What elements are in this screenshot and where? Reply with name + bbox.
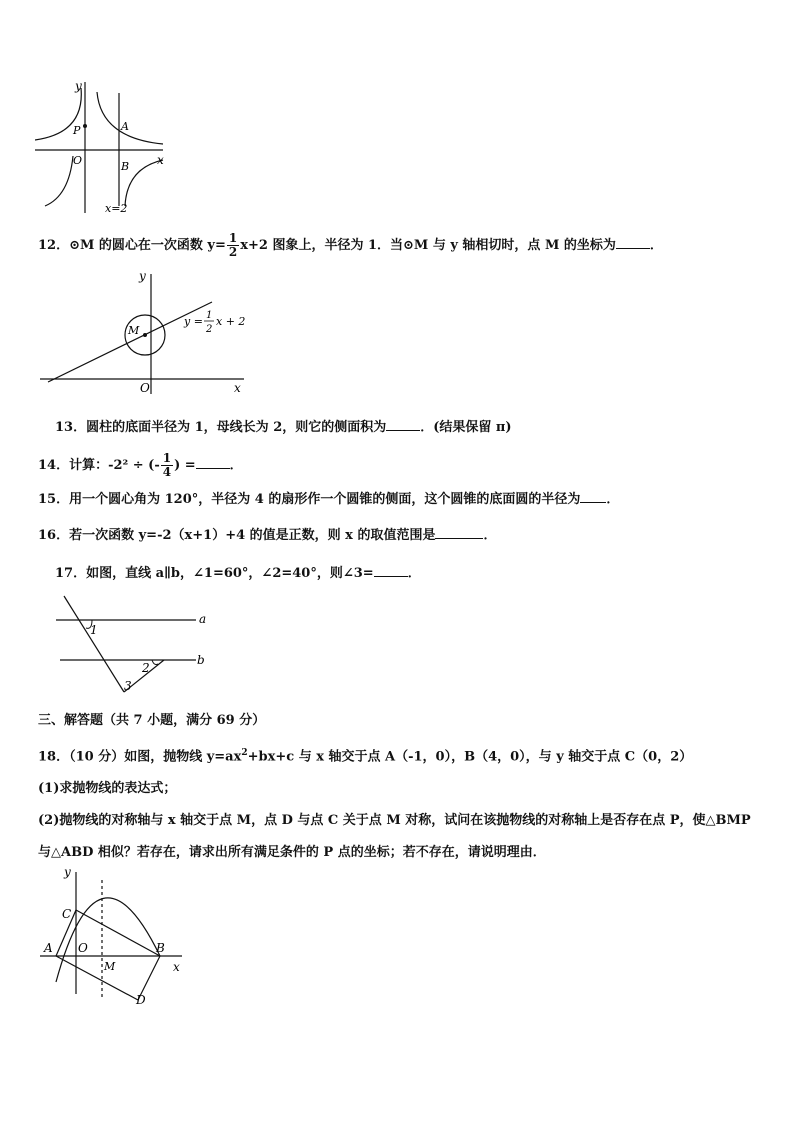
question-15: 15．用一个圆心角为 120°，半径为 4 的扇形作一个圆锥的侧面，这个圆锥的底面圆的半径为 ． [38, 488, 619, 509]
q14-post: ) = [174, 458, 196, 473]
fig18-label-y: y [64, 865, 71, 879]
question-18-stem: 18．（10 分）如图，抛物线 $y=ax^2+bx+c$ 与 x 轴交于点 A（-1，0），B（4，0），与 y 轴交于点 C（0，2） [38, 748, 693, 765]
fig12-label-o: O [140, 381, 150, 395]
q13-tail: ．(结果保留 π) [420, 420, 512, 435]
q14-answer-blank[interactable] [196, 454, 230, 469]
figure-11-hyperbola [35, 78, 175, 218]
fig17-label-3: 3 [124, 679, 132, 693]
q17-answer-blank[interactable] [374, 562, 408, 577]
fig18-label-x: x [173, 960, 180, 974]
fig11-label-b: B [121, 160, 130, 173]
question-17: 17．如图，直线 a∥b，∠1=60°，∠2=40°，则∠3= ． [55, 562, 421, 583]
figure-12-circle-and-line [36, 270, 251, 398]
fig18-label-b: B [156, 941, 165, 955]
fig11-label-a: A [121, 120, 129, 133]
question-18-part-2a: (2)抛物线的对称轴与 x 轴交于点 M，点 D 与点 C 关于点 M 对称，试问在该抛物线的对称轴上是否存在点 P，使△BMP [38, 813, 751, 828]
fig17-label-1: 1 [90, 623, 98, 637]
fig12-label-y: y [139, 270, 146, 283]
q17-text: 17．如图，直线 a∥b，∠1=60°，∠2=40°，则∠3= [55, 566, 374, 581]
fig11-label-o: O [73, 154, 83, 167]
fig11-label-y: y [75, 79, 82, 93]
question-14: 14．计算：-2² ÷ (- $\frac{1}{4}$ ) = ． [38, 451, 243, 479]
fig12-eq-post: x + 2 [216, 315, 246, 328]
q16-text: 16．若一次函数 y=-2（x+1）+4 的值是正数，则 x 的取值范围是 [38, 528, 436, 543]
question-12: 12．⊙M 的圆心在一次函数 y= $\frac{1}{2}$ x+2 图象上，半径为 1．当⊙M 与 y 轴相切时，点 M 的坐标为 ． [38, 231, 663, 259]
q15-text: 15．用一个圆心角为 120°，半径为 4 的扇形作一个圆锥的侧面，这个圆锥的底面圆的半径为 [38, 492, 581, 507]
q14-fraction: $\frac{1}{4}$ [162, 451, 172, 479]
question-13 [55, 416, 512, 437]
q12-answer-blank[interactable] [616, 234, 650, 249]
fig18-label-d: D [136, 993, 146, 1006]
fig11-label-x: x [157, 153, 164, 167]
section-3-heading: 三、解答题（共 7 小题，满分 69 分） [38, 713, 266, 728]
fig18-label-m: M [104, 960, 116, 973]
q14-pre: 14．计算：-2² ÷ (- [38, 458, 160, 473]
q13-answer-blank[interactable] [386, 416, 420, 431]
q16-answer-blank[interactable] [435, 524, 483, 539]
fig17-label-2: 2 [142, 661, 150, 675]
question-18-part-2b: 与△ABD 相似？若存在，请求出所有满足条件的 P 点的坐标；若不存在，请说明理由． [38, 845, 546, 860]
question-18-part-1: (1)求抛物线的表达式； [38, 781, 177, 796]
figure-17-parallel-lines [52, 592, 212, 700]
fig17-label-a: a [199, 612, 207, 626]
q12-number: 12． [38, 238, 70, 253]
fig18-label-a: A [44, 941, 53, 955]
fig12-eq-num: 1 [206, 310, 213, 321]
q13-text: 13．圆柱的底面半径为 1，母线长为 2，则它的侧面积为 [55, 420, 387, 435]
fig12-eq-pre: y = [184, 315, 203, 328]
fig11-label-p: P [73, 124, 81, 137]
fig12-label-m: M [128, 324, 140, 337]
question-16: 16．若一次函数 y=-2（x+1）+4 的值是正数，则 x 的取值范围是 ． [38, 524, 496, 545]
fig18-label-c: C [62, 907, 72, 921]
figure-18-parabola [36, 864, 188, 1006]
fig17-label-b: b [197, 653, 205, 667]
q15-answer-blank[interactable] [580, 488, 606, 503]
fig11-label-x-eq-2: x=2 [105, 202, 128, 215]
fig18-label-o: O [78, 941, 88, 955]
fig12-label-x: x [234, 381, 241, 395]
fig12-eq-den: 2 [206, 324, 213, 335]
q12-fraction: $\frac{1}{2}$ [228, 231, 238, 259]
q12-text-2: x+2 图象上，半径为 1．当⊙M 与 y 轴相切时，点 M 的坐标为 [240, 238, 616, 253]
q12-text-1: ⊙M 的圆心在一次函数 y= [69, 238, 226, 253]
